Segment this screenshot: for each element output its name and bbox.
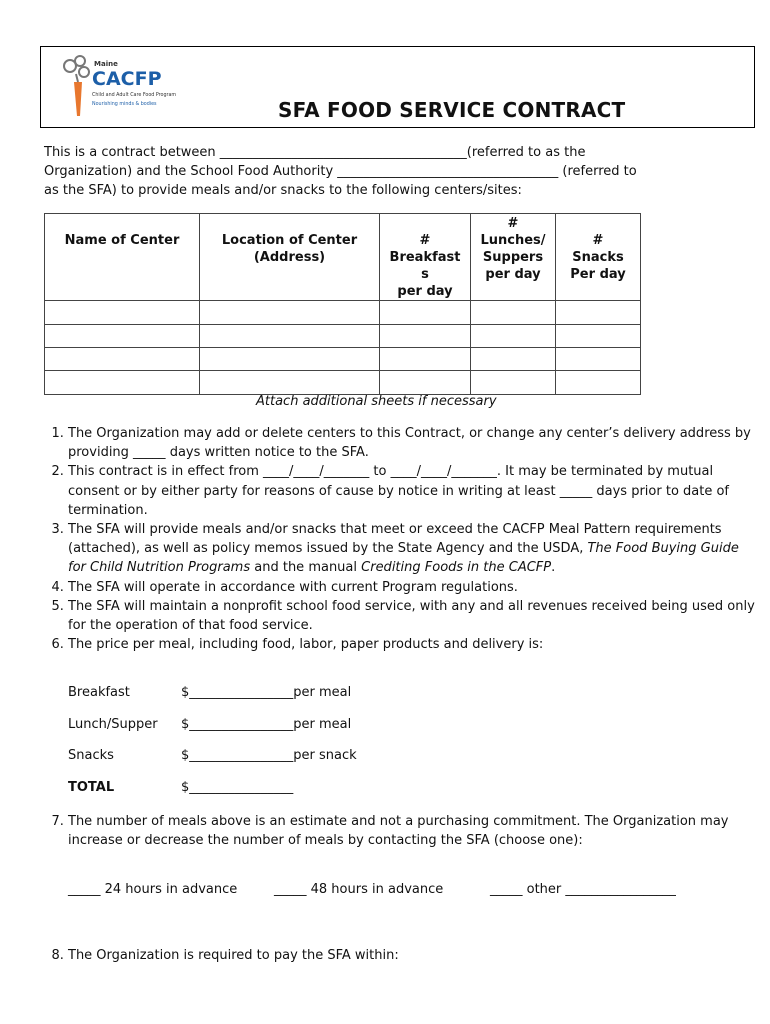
- logo-tagline-2: Nourishing minds & bodies: [92, 102, 157, 107]
- table-row[interactable]: [45, 325, 641, 348]
- option-other[interactable]: _____ other _________________: [490, 882, 676, 897]
- option-24-hours[interactable]: _____ 24 hours in advance: [68, 882, 238, 897]
- intro-line-3: as the SFA) to provide meals and/or snacks to the following centers/sites:: [44, 183, 522, 198]
- price-label-total: TOTAL: [68, 780, 115, 795]
- term-5: 5. The SFA will maintain a nonprofit school food service, with any and all revenues received being used only for the operation of that food service.: [68, 597, 758, 635]
- table-header-row: [45, 214, 641, 301]
- intro-line-2: Organization) and the School Food Authority __________________________________ (referred to: [44, 164, 637, 179]
- term-2: 2. This contract is in effect from ____/____/_______ to ____/____/_______. It may be terminated by mutual consent or by either party for reasons of cause by notice in writing at least _____ days prior to date of termination.: [68, 462, 758, 520]
- header-snacks: # Snacks Per day: [556, 214, 641, 301]
- term-8: 8. The Organization is required to pay the SFA within:: [68, 946, 758, 965]
- contract-terms-cont-2: [44, 946, 758, 965]
- term-1: 1. The Organization may add or delete centers to this Contract, or change any center’s delivery address by providing _____ days written notice to the SFA.: [68, 424, 758, 462]
- term-3: 3. The SFA will provide meals and/or snacks that meet or exceed the CACFP Meal Pattern requirements (attached), as well as policy memos issued by the State Agency and the USDA, The Food Buying Guide for Child Nutrition Programs and the manual Crediting Foods in the CACFP.: [68, 520, 758, 578]
- price-value-total[interactable]: $________________: [181, 780, 294, 795]
- table-row[interactable]: [45, 371, 641, 395]
- option-48-hours[interactable]: _____ 48 hours in advance: [274, 882, 444, 897]
- table-row[interactable]: [45, 301, 641, 325]
- term-7: 7. The number of meals above is an estimate and not a purchasing commitment. The Organization may increase or decrease the number of meals by contacting the SFA (choose one):: [68, 812, 758, 850]
- logo-tagline-1: Child and Adult Care Food Program: [92, 93, 177, 98]
- cacfp-logo: [60, 52, 200, 122]
- price-label-snacks: Snacks: [68, 748, 114, 763]
- page-title: SFA FOOD SERVICE CONTRACT: [278, 98, 626, 122]
- contract-terms-cont: [44, 812, 758, 850]
- header-lunches: # Lunches/ Suppers per day: [471, 214, 556, 301]
- logo-brand: CACFP: [92, 68, 162, 90]
- term-4: 4. The SFA will operate in accordance with current Program regulations.: [68, 578, 758, 597]
- term-6: 6. The price per meal, including food, labor, paper products and delivery is:: [68, 635, 758, 654]
- logo-state: Maine: [94, 60, 118, 68]
- price-value-lunch[interactable]: $________________per meal: [181, 717, 352, 732]
- price-value-breakfast[interactable]: $________________per meal: [181, 685, 352, 700]
- table-caption: Attach additional sheets if necessary: [256, 394, 497, 409]
- price-label-breakfast: Breakfast: [68, 685, 130, 700]
- header-location: Location of Center (Address): [200, 214, 380, 301]
- header-name-of-center: Name of Center: [45, 214, 200, 301]
- price-value-snacks[interactable]: $________________per snack: [181, 748, 357, 763]
- table-row[interactable]: [45, 348, 641, 371]
- carrot-icon: [64, 56, 89, 116]
- intro-line-1: This is a contract between ______________________________________(referred to as the: [44, 145, 586, 160]
- header-breakfasts: # Breakfast s per day: [380, 214, 471, 301]
- contract-terms: [44, 424, 758, 654]
- price-label-lunch: Lunch/Supper: [68, 717, 158, 732]
- centers-table: [44, 213, 641, 395]
